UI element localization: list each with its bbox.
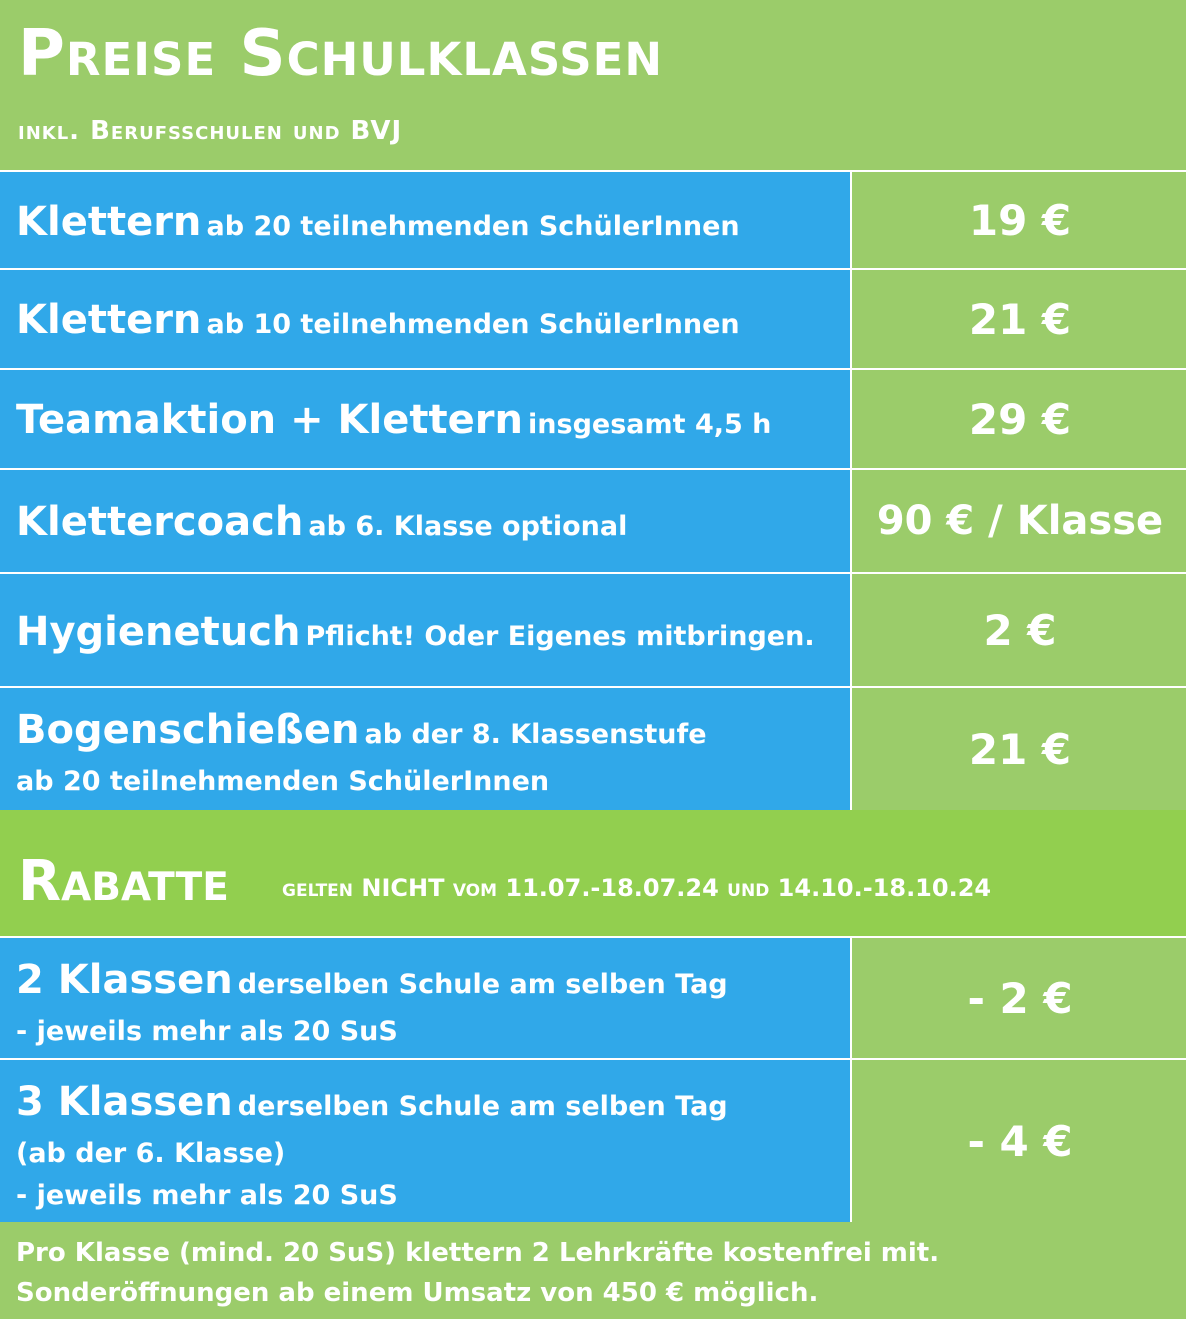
price-row-label-cell [0,470,852,572]
price-value: 21 € [968,294,1072,344]
price-row-label-cell [0,688,852,810]
price-row-label-cell [0,270,852,368]
price-row [0,574,1186,688]
price-item-detail: Pflicht! Oder Eigenes mitbringen. [305,621,815,652]
header [0,0,1186,170]
price-item-detail: insgesamt 4,5 h [528,409,772,440]
footer [0,1222,1186,1319]
price-row-label-cell [0,574,852,686]
price-row-label-cell [0,172,852,268]
price-row [0,170,1186,270]
discount-value: - 4 € [967,1116,1073,1166]
price-item-detail: ab der 8. Klassenstufe [364,719,707,750]
page-title: Preise Schulklassen [18,17,664,91]
price-row [0,370,1186,470]
price-row-label-cell [0,370,852,468]
price-item-detail-2: ab 20 teilnehmenden SchülerInnen [16,766,550,797]
price-value: 21 € [968,724,1072,774]
price-item-name: Klettern [16,199,202,245]
discount-row [0,938,1186,1060]
price-value: 90 € / Klasse [876,498,1164,544]
discount-item-detail: derselben Schule am selben Tag [237,1091,728,1122]
price-item-name: Klettern [16,297,202,343]
price-row [0,688,1186,810]
discount-row [0,1060,1186,1222]
discount-header [0,810,1186,938]
price-item-name: Teamaktion + Klettern [16,397,523,443]
page-subtitle: inkl. Berufsschulen und BVJ [18,116,403,146]
discount-item-detail: derselben Schule am selben Tag [237,969,728,1000]
price-item-name: Klettercoach [16,499,304,545]
discount-item-line3: - jeweils mehr als 20 SuS [16,1180,398,1211]
price-item-detail: ab 20 teilnehmenden SchülerInnen [206,211,740,242]
discount-row-label-cell [0,938,852,1058]
price-row [0,470,1186,574]
discount-item-name: 2 Klassen [16,957,233,1003]
discount-title: Rabatte [18,849,229,914]
price-value: 29 € [968,394,1072,444]
price-item-detail: ab 10 teilnehmenden SchülerInnen [206,309,740,340]
discount-value: - 2 € [967,973,1073,1023]
discount-note: gelten NICHT vom 11.07.-18.07.24 und 14.10.-18.10.24 [282,874,992,902]
price-item-name: Hygienetuch [16,609,301,655]
price-item-detail: ab 6. Klasse optional [308,511,628,542]
price-value: 19 € [968,195,1072,245]
price-item-name: Bogenschießen [16,707,360,753]
discount-row-label-cell [0,1060,852,1222]
footer-line-1: Pro Klasse (mind. 20 SuS) klettern 2 Lehrkräfte kostenfrei mit. [16,1238,940,1268]
footer-line-2: Sonderöffnungen ab einem Umsatz von 450 € möglich. [16,1278,819,1308]
price-row [0,270,1186,370]
discount-item-name: 3 Klassen [16,1079,233,1125]
discount-item-line2: (ab der 6. Klasse) [16,1138,286,1169]
price-value: 2 € [983,605,1057,655]
discount-item-line2: - jeweils mehr als 20 SuS [16,1016,398,1047]
